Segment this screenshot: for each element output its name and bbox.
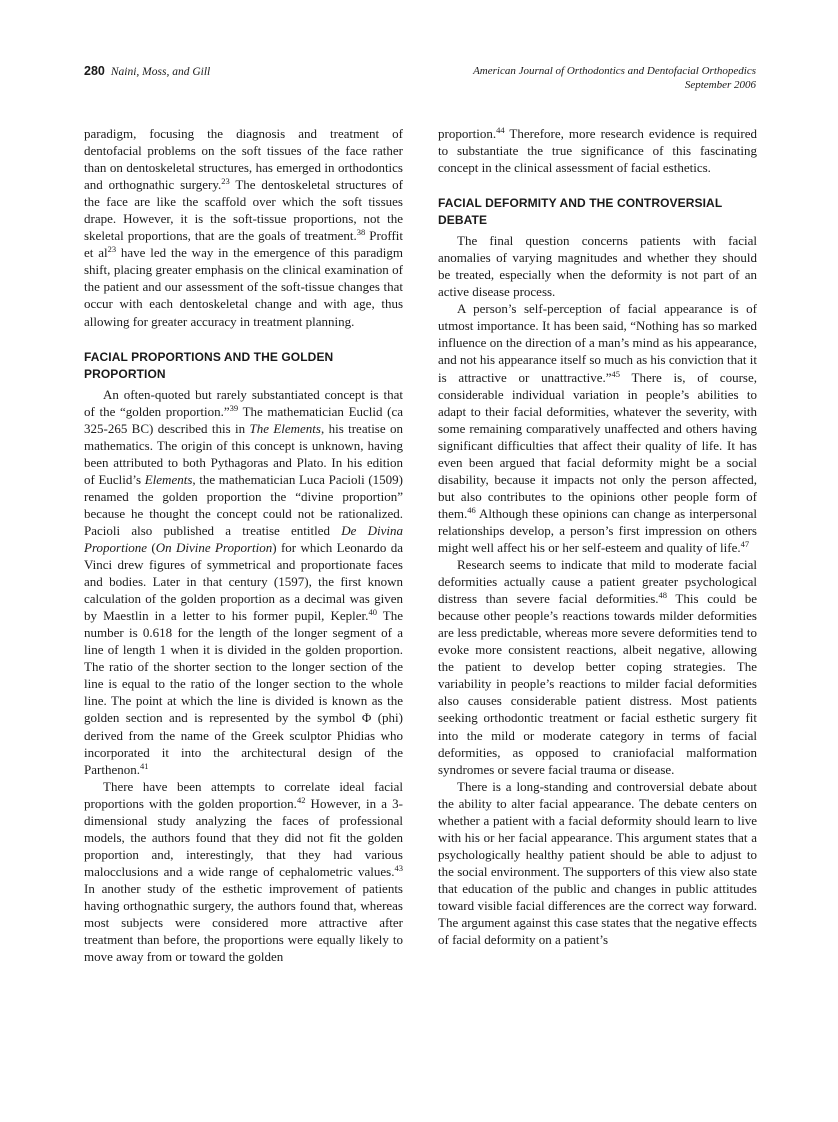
paragraph: paradigm, focusing the diagnosis and treatment of dentofacial problems on the soft tissues of the face rather than on dentoskeletal structures, has emerged in orthodontics and orthognathic surgery.$^{23}$ The dentoskeletal structures of the face are like the scaffold over which the soft tissues drape. However, it is the soft-tissue proportions, not the skeletal proportions, that are the goals of treatment.$^{38}$ Proffit et $al^{23}$ have led the way in the emergence of this paradigm shift, placing greater emphasis on the clinical examination of the patient and our assessment of the soft-tissue changes that occur with each dentoskeletal change and with age, thus allowing for greater accuracy in treatment planning. (84, 126, 404, 329)
citation-ref: 42 (296, 794, 306, 805)
paragraph: There is a long-standing and controversial debate about the ability to alter facial appearance. The debate centers on whether a patient with a facial deformity should learn to live with his or her facial appearance. This argument states that a psychologically healthy patient should be able to adjust to the social environment. The supporters of this view also state that education of the public and changes in public attitudes toward visible facial differences are the correct way forward. The argument against this case states that the negative effects of facial deformity on a patient’s (438, 778, 757, 948)
citation-ref: 23 (107, 244, 117, 255)
paragraph: An often-quoted but rarely substantiated concept is that of the “golden proportion.”$^{39}$ The mathematician Euclid (ca 325-265 BC) described this in The Elements, his treatise on mathematics. The origin of this concept is unknown, having been attributed to both Pythagoras and Plato. In his edition of Euclid’s Elements, the mathematician Luca Pacioli (1509) renamed the golden proportion the “divine proportion” because he thought the concept could not be rationalized. Pacioli also published a treatise entitled De Divina Proportione (On Divine Proportion) for which Leonardo da Vinci drew figures of symmetrical and proportionate faces and bodies. Later in that century (1597), the first known calculation of the golden proportion as a decimal was given by Maestlin in a letter to his former pupil, Kepler.$^{40}$ The number is 0.618 for the length of the longer segment of a line of length 1 when it is divided in the golden proportion. The ratio of the shorter section to the longer section of the line is equal to the ratio of the longer section to the whole line. The point at which the line is divided is known as the golden section and is represented by the symbol Φ (phi) derived from the name of the Greek sculptor Phidias who incorporated it into the architectural design of the Parthenon.$^{41}$ (84, 386, 404, 777)
paragraph: There have been attempts to correlate ideal facial proportions with the golden proportion.$^{42}$ However, in a 3-dimensional study analyzing the faces of professional models, the authors found that they did not fit the golden proportion and, interestingly, that they had various malocclusions and a wide range of cephalometric values.$^{43}$ In another study of the esthetic improvement of patients having orthognathic surgery, the authors found that, whereas most subjects were considered more attractive after treatment than before, the proportions were equally likely to move away from or toward the golden (84, 778, 403, 965)
paragraph: A person’s self-perception of facial appearance is of utmost importance. It has been said, “Nothing has so marked influence on the direction of a man’s mind as his appearance, and not his appearance itself so much as his conviction that it is attractive or unattractive.”$^{45}$ There is, of course, considerable individual variation in people’s abilities to adapt to their facial deformities, whatever the severity, with some remaining comparatively unaffected and others having significant difficulties that affect their quality of life. It has even been argued that facial deformity might be a social disability, because it impacts not only the person affected, but also contributes to the opinions other people form of them.$^{46}$ Although these opinions can change as interpersonal relationships develop, a person’s first impression on others might well affect his or her self-esteem and quality of life.$^{47}$ (438, 301, 757, 555)
paragraph: proportion.$^{44}$ Therefore, more research evidence is required to substantiate the true significance of this fascinating concept in the clinical assessment of facial esthetics. (438, 125, 757, 176)
paragraph: The final question concerns patients with facial anomalies of varying magnitudes and whether they should be treated, especially when the deformity is not part of an active disease process. (438, 233, 757, 300)
citation-ref: 40 (368, 607, 377, 618)
right-column (438, 125, 757, 948)
section-heading-golden-proportion: FACIAL PROPORTIONS AND THE GOLDEN PROPORTION (84, 349, 334, 381)
journal-issue: September 2006 (684, 79, 756, 91)
page-number: 280 (84, 64, 105, 78)
citation-ref: 38 (356, 227, 366, 238)
section-heading-facial-deformity: FACIAL DEFORMITY AND THE CONTROVERSIAL DEBATE (438, 196, 723, 228)
running-header-left (84, 64, 210, 78)
citation-ref: 45 (611, 368, 620, 379)
citation-ref: 43 (394, 862, 403, 873)
citation-ref: 23 (221, 176, 230, 187)
citation-ref: 46 (467, 504, 476, 515)
author-names: Naini, Moss, and Gill (110, 66, 211, 78)
citation-ref: 44 (496, 125, 505, 135)
journal-name: American Journal of Orthodontics and Dentofacial Orthopedics (473, 65, 756, 77)
citation-ref: 48 (658, 590, 668, 601)
left-column (84, 125, 403, 965)
citation-ref: 39 (229, 402, 239, 413)
running-header-right (396, 64, 756, 92)
citation-ref: 41 (139, 760, 149, 771)
citation-ref: 47 (740, 538, 750, 549)
paragraph: Research seems to indicate that mild to moderate facial deformities actually cause a patient greater psychological distress than severe facial deformities.$^{48}$ This could be because other people’s reactions towards milder deformities are less predictable, whereas more severe deformities tend to evoke more consistent reactions, albeit negative, allowing the patient to develop better coping strategies. The variability in people’s reactions to milder facial deformities also causes considerable patient distress. Most patients seeking orthodontic treatment or facial esthetic surgery fit into the mild or moderate category in terms of facial deformities, as opposed to craniofacial malformation syndromes or severe facial trauma or disease. (438, 557, 757, 777)
